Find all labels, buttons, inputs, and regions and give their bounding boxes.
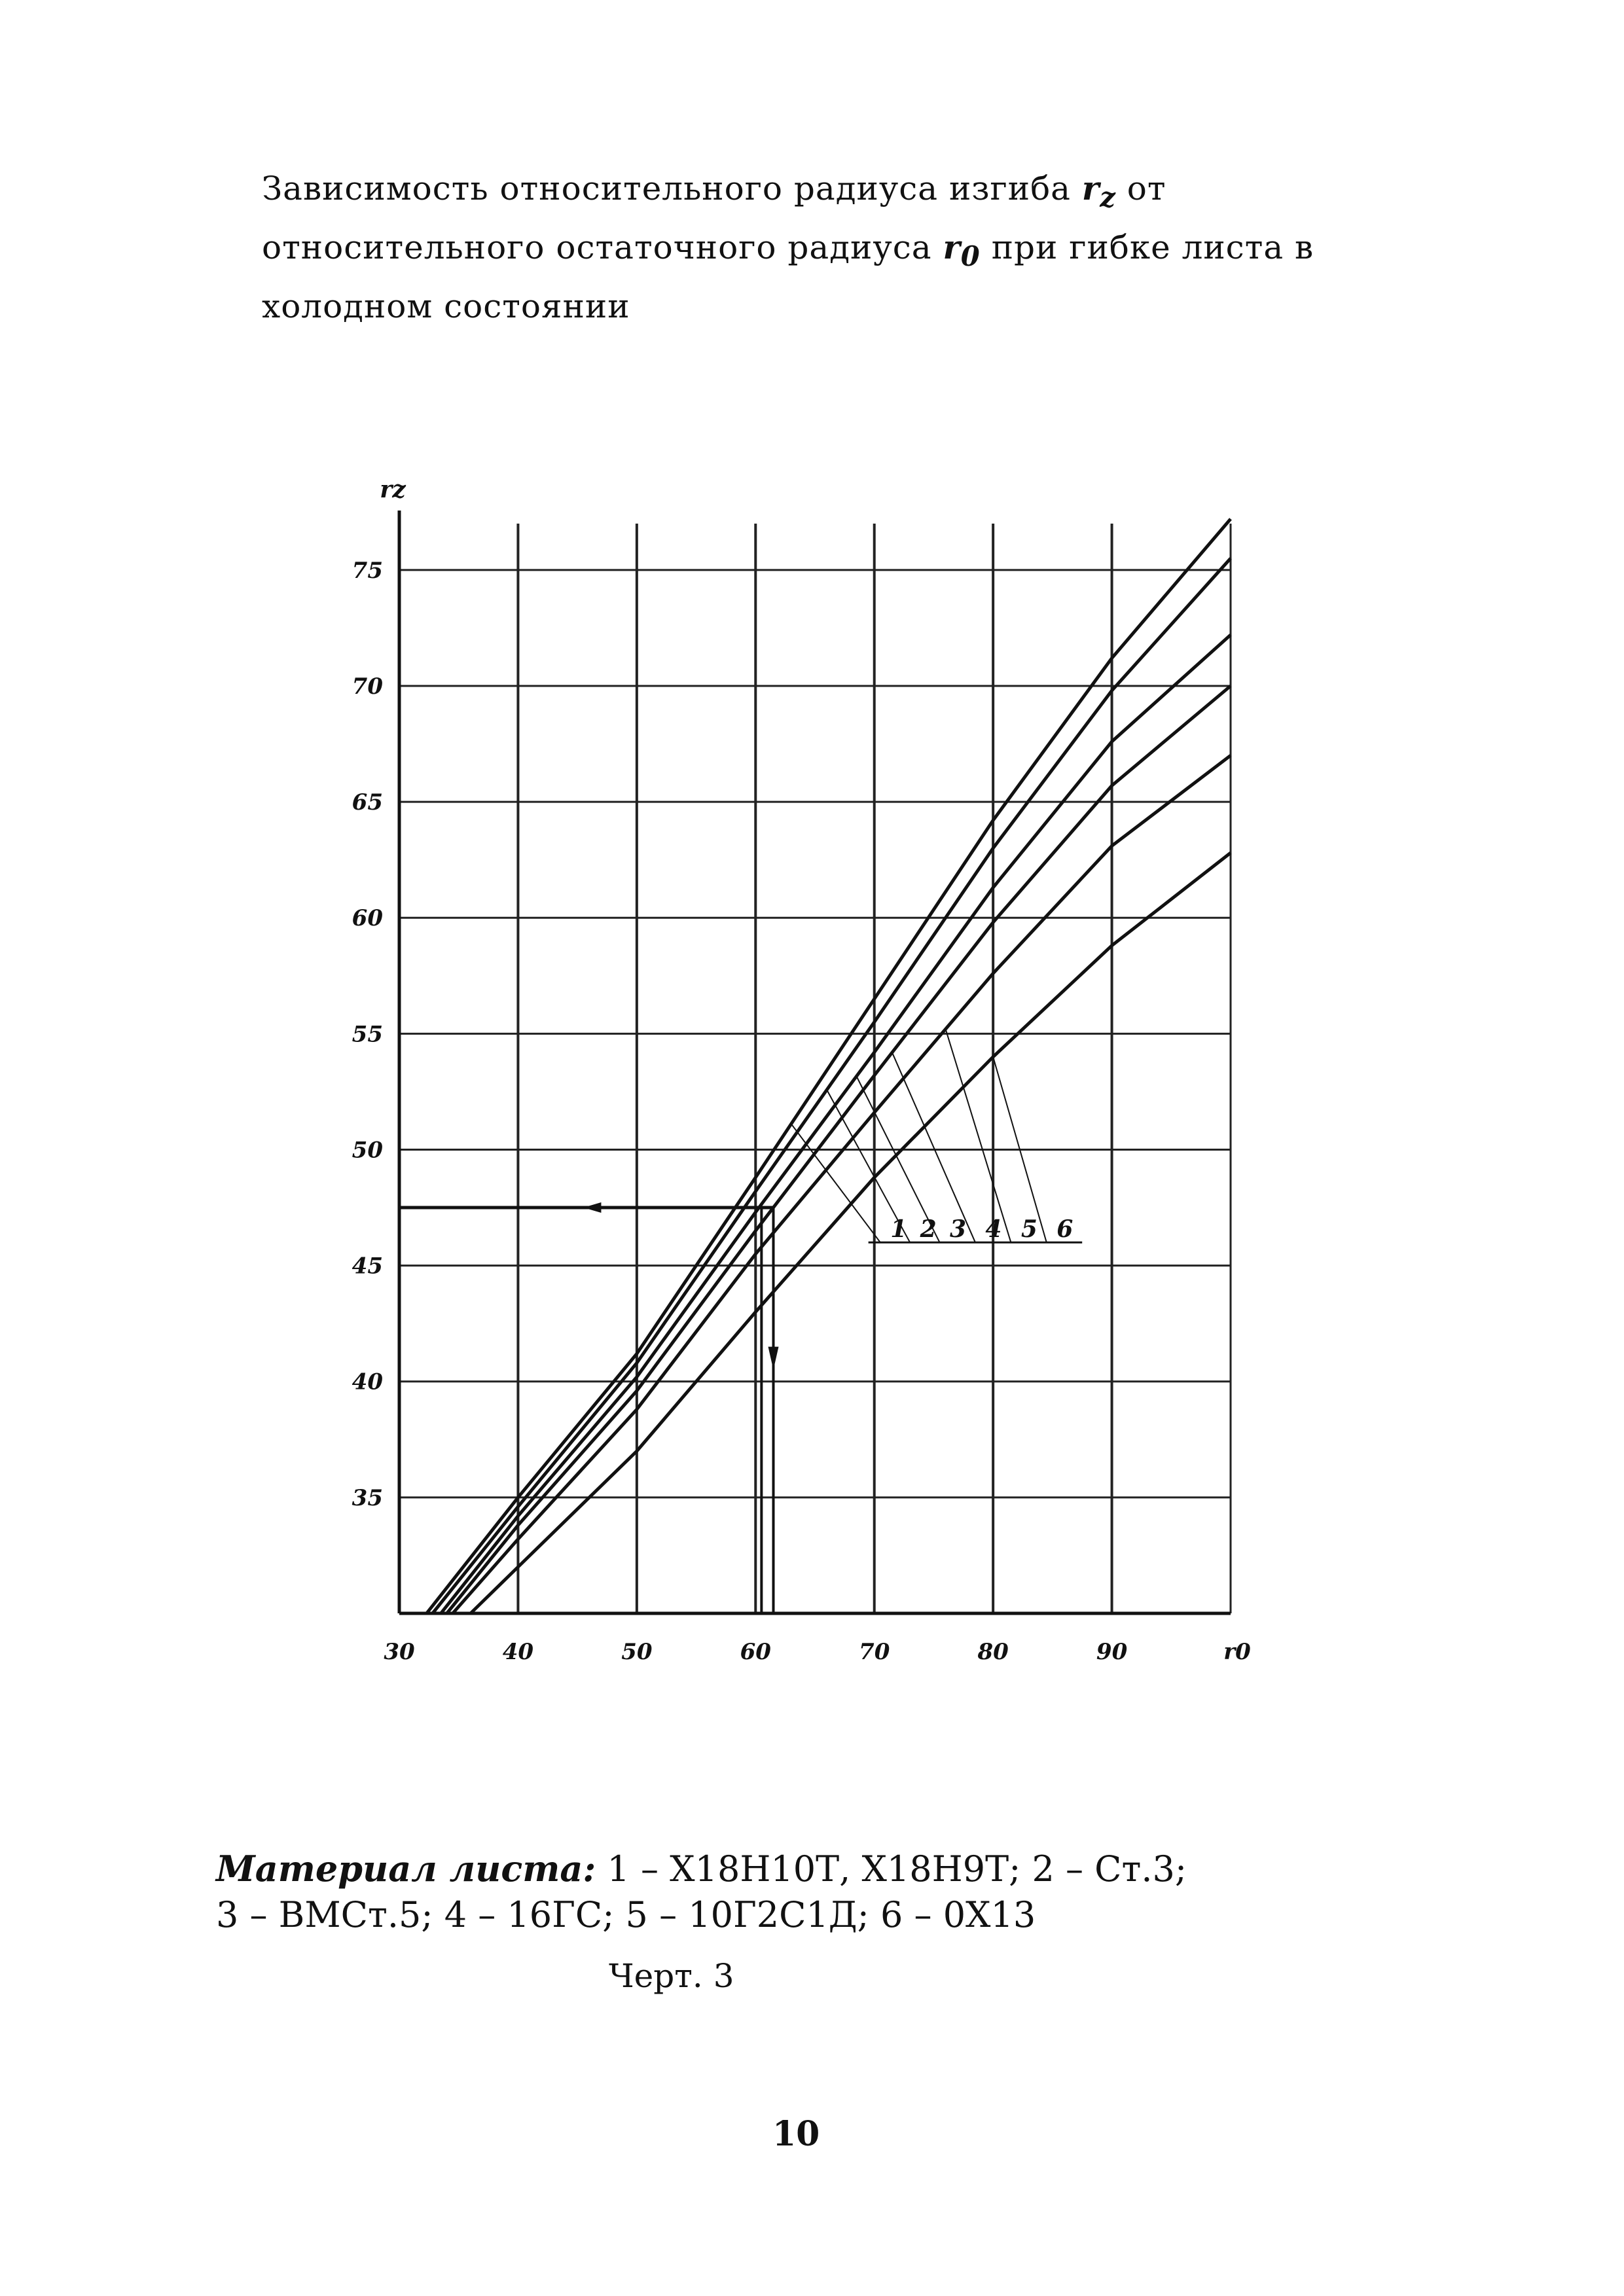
x-tick-label-50: 50 — [621, 1639, 653, 1665]
x-tick-label-80: 80 — [977, 1639, 1009, 1665]
x-axis-label: r0 — [1223, 1639, 1251, 1665]
curve-label-5: 5 — [1020, 1215, 1038, 1244]
y-tick-label-50: 50 — [352, 1137, 383, 1164]
title-symbol-r0-main: r — [943, 228, 961, 266]
caption-line-1-text: 1 – Х18Н10Т, Х18Н9Т; 2 – Ст.3; — [596, 1848, 1187, 1890]
curve-1 — [427, 519, 1231, 1613]
page-number: 10 — [772, 2114, 820, 2154]
y-tick-label-65: 65 — [352, 789, 383, 816]
y-tick-label-70: 70 — [352, 673, 383, 700]
title-symbol-rz-main: r — [1081, 169, 1100, 207]
y-tick-label-60: 60 — [352, 905, 383, 932]
curve-leader-1 — [791, 1124, 880, 1242]
caption-line-1 — [216, 1846, 1362, 1892]
curve-label-2: 2 — [920, 1215, 937, 1244]
x-tick-label-90: 90 — [1096, 1639, 1128, 1665]
curve-5 — [453, 755, 1231, 1613]
curve-label-3: 3 — [949, 1215, 967, 1244]
title-symbol-r0-sub: 0 — [960, 240, 981, 272]
caption-line-2: 3 – ВМСт.5; 4 – 16ГС; 5 – 10Г2С1Д; 6 – 0Х13 — [216, 1894, 1036, 1935]
y-axis-label: rz — [380, 476, 406, 503]
example-arrow-horizontal — [583, 1202, 601, 1213]
curve-label-6: 6 — [1056, 1215, 1074, 1244]
y-tick-label-40: 40 — [352, 1369, 383, 1395]
y-tick-label-55: 55 — [352, 1021, 383, 1048]
curve-6 — [471, 853, 1231, 1613]
title-part2: от относительного остаточного радиуса — [262, 170, 1166, 266]
example-arrow-vertical — [768, 1347, 779, 1370]
title-symbol-rz-sub: z — [1100, 181, 1116, 213]
curve-label-4: 4 — [985, 1215, 1002, 1244]
title-part1: Зависимость относительного радиуса изгиба — [262, 170, 1082, 207]
x-tick-label-30: 30 — [384, 1639, 415, 1665]
x-tick-label-70: 70 — [859, 1639, 890, 1665]
chart-reference: Черт. 3 — [609, 1957, 734, 1995]
y-tick-label-45: 45 — [352, 1253, 383, 1280]
title-part3: при гибке листа в холодном состоянии — [262, 228, 1314, 325]
y-tick-label-75: 75 — [352, 557, 383, 584]
material-caption — [216, 1846, 1362, 1938]
curve-label-1: 1 — [890, 1215, 907, 1244]
caption-heading: Материал листа: — [216, 1848, 596, 1890]
y-tick-label-35: 35 — [352, 1484, 383, 1511]
curve-leader-5 — [946, 1029, 1011, 1242]
x-tick-label-40: 40 — [502, 1639, 534, 1665]
x-tick-label-60: 60 — [740, 1639, 771, 1665]
